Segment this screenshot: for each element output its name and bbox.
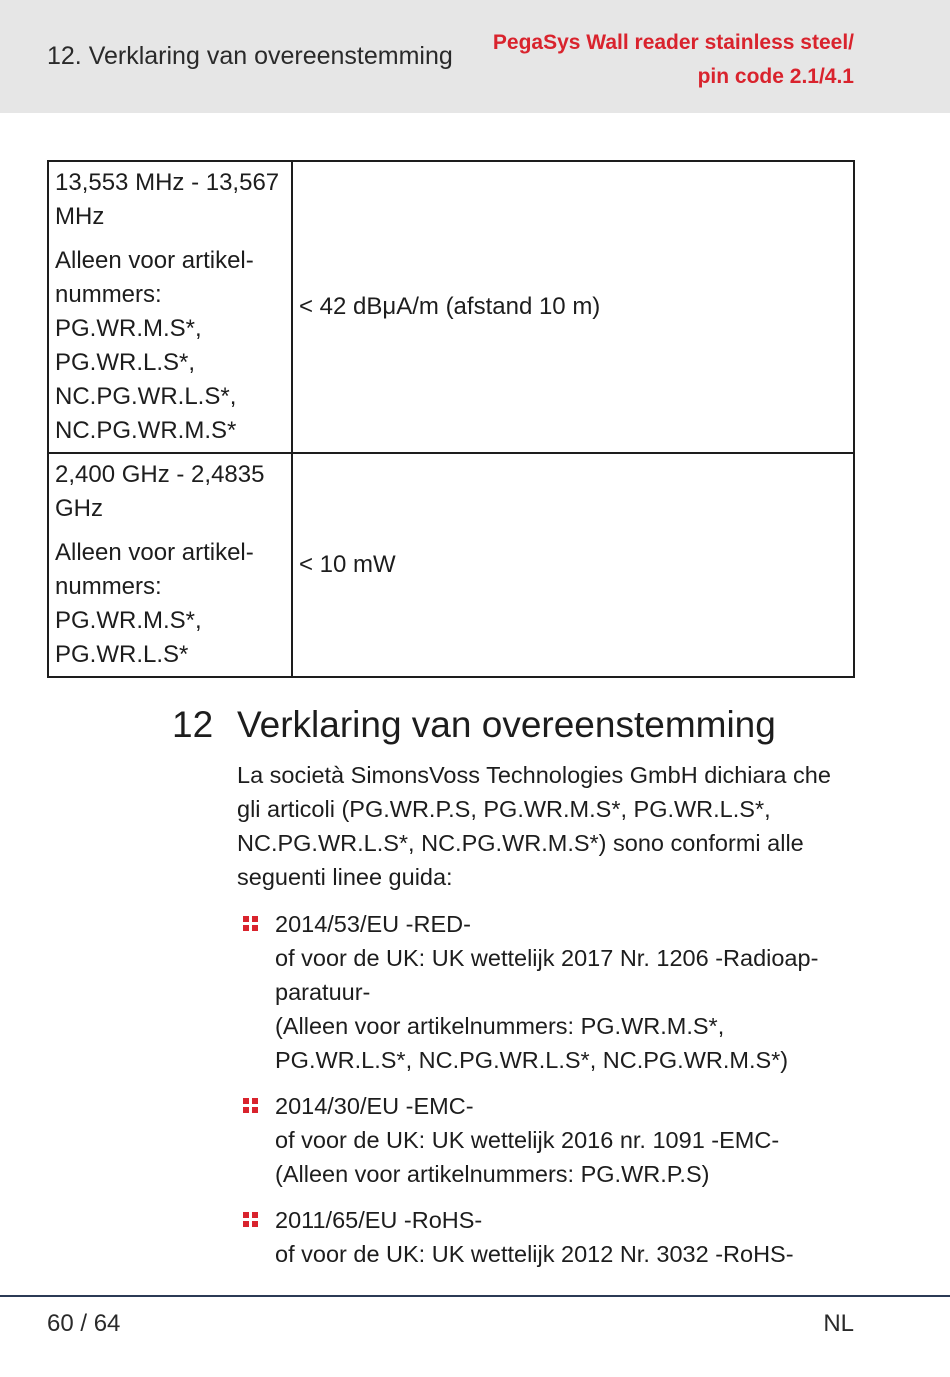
directive-uk-equivalent: of voor de UK: UK wettelijk 2016 nr. 1091 -EMC- <box>275 1127 780 1153</box>
product-title-line-1: PegaSys Wall reader stainless steel/ <box>492 31 854 54</box>
article-number: PG.WR.M.S*, <box>55 315 202 342</box>
value-cell: < 10 mW <box>292 453 854 677</box>
section-body <box>237 758 852 1283</box>
table-row <box>48 161 854 453</box>
frequency-range: 2,400 GHz - 2,4835 GHz <box>55 461 265 522</box>
list-item <box>237 1203 852 1271</box>
article-number: NC.PG.WR.L.S*, <box>55 383 237 410</box>
directive-uk-equivalent: of voor de UK: UK wettelijk 2017 Nr. 1206 -Radioap-paratuur- <box>275 945 819 1005</box>
red-square-bullet-icon <box>243 916 258 931</box>
language-code: NL <box>823 1310 854 1337</box>
product-title <box>493 26 854 94</box>
frequency-range: 13,553 MHz - 13,567 MHz <box>55 169 280 230</box>
declaration-section <box>172 700 872 1267</box>
directive-name: 2014/30/EU -EMC- <box>275 1093 474 1119</box>
intro-paragraph: La società SimonsVoss Technologies GmbH dichiara che gli articoli (PG.WR.P.S, PG.WR.M.S*, PG.WR.L.S*, NC.PG.WR.L.S*, NC.PG.WR.M.S*) sono conformi alle seguenti linee guida: <box>237 762 831 890</box>
directive-name: 2011/65/EU -RoHS- <box>275 1207 483 1233</box>
frequency-cell <box>48 161 292 453</box>
value-cell: < 42 dBμA/m (afstand 10 m) <box>292 161 854 453</box>
article-number: PG.WR.L.S* <box>55 641 189 668</box>
list-item <box>237 1089 852 1191</box>
frequency-table <box>47 160 855 678</box>
section-number: 12 <box>172 704 214 745</box>
directive-scope: (Alleen voor artikelnummers: PG.WR.P.S) <box>275 1161 710 1187</box>
red-square-bullet-icon <box>243 1212 258 1227</box>
product-title-line-2: pin code 2.1/4.1 <box>697 65 854 88</box>
section-heading <box>172 700 872 750</box>
section-title: Verklaring van overeenstemming <box>237 704 776 745</box>
article-number: NC.PG.WR.M.S* <box>55 417 237 444</box>
chapter-title: 12. Verklaring van overeenstemming <box>47 42 453 70</box>
directive-list <box>237 907 852 1271</box>
page-header <box>0 0 950 113</box>
directive-name: 2014/53/EU -RED- <box>275 911 471 937</box>
table-row <box>48 453 854 677</box>
directive-uk-equivalent: of voor de UK: UK wettelijk 2012 Nr. 3032 -RoHS- <box>275 1241 794 1267</box>
article-note: Alleen voor artikel-nummers: <box>55 539 254 600</box>
page-number: 60 / 64 <box>47 1310 121 1337</box>
red-square-bullet-icon <box>243 1098 258 1113</box>
frequency-cell <box>48 453 292 677</box>
directive-scope: (Alleen voor artikelnummers: PG.WR.M.S*, PG.WR.L.S*, NC.PG.WR.L.S*, NC.PG.WR.M.S*) <box>275 1013 789 1073</box>
article-number: PG.WR.M.S*, <box>55 607 202 634</box>
footer-divider <box>0 1295 950 1297</box>
list-item <box>237 907 852 1077</box>
article-note: Alleen voor artikel-nummers: <box>55 247 254 308</box>
article-number: PG.WR.L.S*, <box>55 349 196 376</box>
